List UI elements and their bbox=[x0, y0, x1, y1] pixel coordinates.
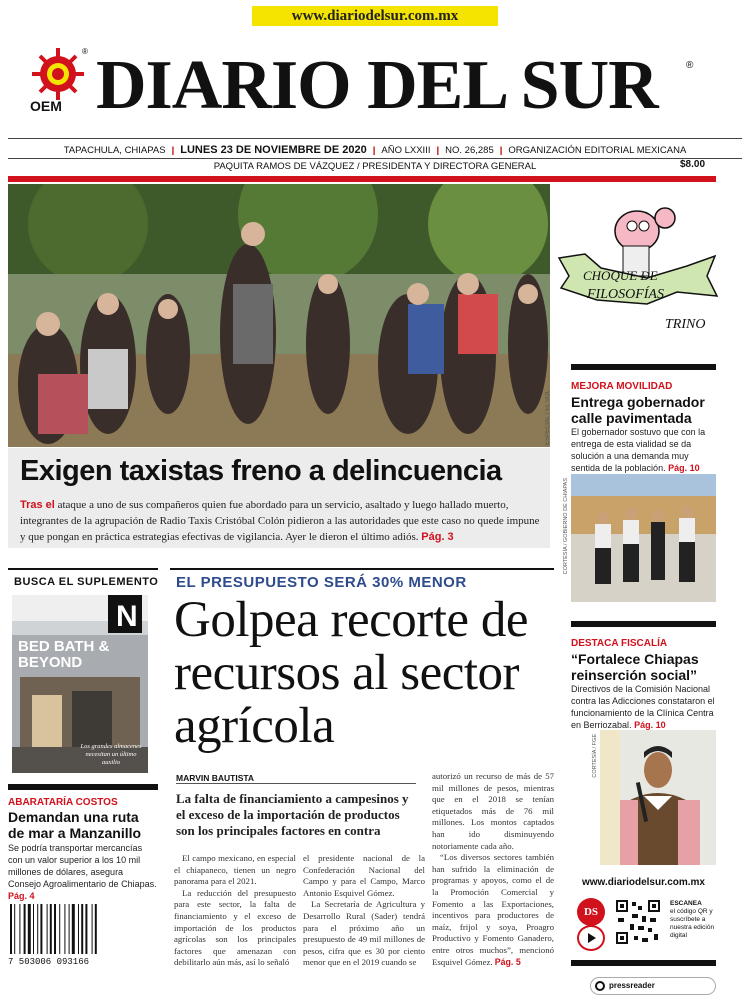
barcode-bar bbox=[40, 904, 42, 954]
page-reference[interactable]: Pág. 10 bbox=[634, 720, 666, 730]
website-url-banner[interactable]: www.diariodelsur.com.mx bbox=[252, 6, 498, 26]
supplement-label: BUSCA EL SUPLEMENTO bbox=[14, 576, 159, 588]
red-divider-bar bbox=[8, 176, 716, 182]
price: $8.00 bbox=[680, 159, 706, 170]
registered-mark: ® bbox=[686, 60, 694, 71]
lead-in: Tras el bbox=[20, 499, 55, 511]
barcode-bar bbox=[33, 904, 34, 954]
barcode bbox=[8, 904, 132, 966]
left-story-body: Se podría transportar mercancías con un valor superior a los 10 mil millones de dólares, asegura Consejo Agroalimentario de Chiapas. bbox=[8, 843, 157, 889]
barcode-bar bbox=[50, 904, 52, 954]
website-link[interactable]: www.diariodelsur.com.mx bbox=[582, 877, 705, 888]
barcode-bar bbox=[10, 904, 12, 954]
cartoon-title-line1: CHOQUE DE bbox=[583, 268, 658, 283]
photo-credit: CORTESÍA / FGE bbox=[592, 734, 598, 778]
side-story-body: El gobernador sostuvo que con la entrega de esta vialidad se da solución a una demanda muy sentida de la población. bbox=[571, 427, 706, 473]
paragraph-text: “Los diversos sectores también han sufrido la eliminación de programas y apoyos, como el de la Promoción Comercial y Fomento a las Exportaciones, incentivos para productores de maíz, frijol y soya, Proagro Productivo y Fomento Ganadero, entre otros muchos”, mencionó Esquivel Gómez. bbox=[432, 852, 554, 967]
divider-bar bbox=[571, 960, 716, 966]
organization: ORGANIZACIÓN EDITORIAL MEXICANA bbox=[508, 144, 687, 156]
barcode-bar bbox=[78, 904, 79, 954]
lead-body: ataque a uno de sus compañeros quien fue abordado para un servicio, asaltado y luego hallado muerto, integrantes de la agrupación de Radio Taxis Cristóbal Colón pidieron a las autoridades que este caso no quede impune y que pongan en práctica estrategias efectivas de vigilancia. Ayer le dieron el último adiós. bbox=[20, 499, 540, 543]
pressreader-badge[interactable] bbox=[590, 977, 716, 995]
page-reference[interactable]: Pág. 10 bbox=[668, 463, 700, 473]
paragraph: La reducción del presupuesto para este sector, la falta de financiamiento y el exceso de importación de los productos agrícolas son los principales factores que amenazan con debilitarlo aún más, así lo señaló bbox=[174, 887, 296, 968]
year-label: AÑO LXXIII bbox=[381, 144, 431, 156]
svg-text:®: ® bbox=[82, 47, 88, 56]
supplement-badge: N bbox=[116, 600, 138, 633]
store-sign-line1: BED BATH & bbox=[18, 638, 110, 655]
location: TAPACHULA, CHIAPAS bbox=[63, 144, 166, 156]
barcode-bar bbox=[69, 904, 70, 954]
byline: MARVIN BAUTISTA bbox=[176, 773, 255, 783]
paragraph: autorizó un recurso de más de 57 mil millones de pesos, mientras que en el 2018 se tenían etiquetados más de 76 mil millones. Los montos captados han ido disminuyendo notoriamente cada año. bbox=[432, 771, 554, 851]
side-story-title[interactable]: Entrega gobernador calle pavimentada bbox=[571, 394, 705, 426]
barcode-number: 7 503006 093166 bbox=[8, 957, 90, 966]
divider-bar bbox=[571, 621, 716, 627]
side-story-text bbox=[571, 683, 719, 731]
main-kicker: EL PRESUPUESTO SERÁ 30% MENOR bbox=[176, 574, 467, 591]
section-label: MEJORA MOVILIDAD bbox=[571, 381, 673, 392]
page-reference[interactable]: Pág. 4 bbox=[8, 891, 35, 901]
lead-summary bbox=[20, 497, 540, 545]
side-story-text bbox=[571, 426, 719, 474]
pressreader-label: pressreader bbox=[609, 981, 655, 990]
section-label: DESTACA FISCALÍA bbox=[571, 638, 668, 649]
separator: | bbox=[171, 144, 175, 156]
main-deck: La falta de financiamiento a campesinos y el exceso de la importación de productos son los principales factores en contra bbox=[176, 791, 409, 838]
issue-date: LUNES 23 DE NOVIEMBRE DE 2020 bbox=[180, 144, 367, 156]
paragraph: La Secretaría de Agricultura y Desarrollo Rural (Sader) tendrá para el próximo año un presupuesto de 49 mil millones de pesos, cifra que es 30 por ciento menor que en el 2019 cuando se bbox=[303, 899, 425, 968]
editorial-cartoon[interactable] bbox=[557, 196, 719, 356]
barcode-bar bbox=[95, 904, 97, 954]
divider bbox=[176, 783, 416, 784]
barcode-bar bbox=[14, 904, 15, 954]
lead-headline[interactable]: Exigen taxistas freno a delincuencia bbox=[20, 455, 502, 487]
paragraph: El campo mexicano, en especial el chiapaneco, tienen un negro panorama para el 2021. bbox=[174, 853, 296, 887]
barcode-bar bbox=[81, 904, 83, 954]
cartoon-title-line2: FILOSOFÍAS bbox=[587, 287, 664, 302]
divider bbox=[8, 158, 742, 159]
barcode-bar bbox=[28, 904, 31, 954]
barcode-bar bbox=[72, 904, 75, 954]
barcode-bar bbox=[59, 904, 60, 954]
main-headline[interactable]: Golpea recorte de recursos al sector agrícola bbox=[174, 592, 528, 754]
article-column-1 bbox=[174, 853, 296, 969]
left-story-text bbox=[8, 842, 158, 902]
section-label: ABARATARÍA COSTOS bbox=[8, 797, 118, 808]
barcode-bar bbox=[54, 904, 56, 954]
divider-bar bbox=[571, 364, 716, 370]
edition-info bbox=[8, 143, 742, 157]
qr-code[interactable] bbox=[614, 898, 662, 946]
barcode-bar bbox=[24, 904, 26, 954]
supplement-cover[interactable] bbox=[12, 595, 148, 773]
supplement-caption: Los grandes almacenes necesitan un último auxilio bbox=[80, 743, 142, 766]
side-story-body: Directivos de la Comisión Nacional contra las Adicciones constataron el funcionamiento de la Clínica Centra en Berriozabal. bbox=[571, 684, 715, 730]
paragraph bbox=[432, 852, 554, 968]
issue-number: NO. 26,285 bbox=[445, 144, 494, 156]
barcode-bar bbox=[47, 904, 48, 954]
photo-credit: ESPECIAL / EL SOL bbox=[545, 390, 551, 445]
side-story-photo[interactable] bbox=[600, 730, 716, 865]
barcode-bar bbox=[37, 904, 38, 954]
page-reference[interactable]: Pág. 3 bbox=[421, 531, 454, 543]
barcode-bar bbox=[92, 904, 93, 954]
paragraph: el presidente nacional de la Confederación Nacional del Campo y para el Campo, Marco Antonio Esquivel Gómez. bbox=[303, 853, 425, 898]
article-column-2 bbox=[303, 853, 425, 969]
page-reference[interactable]: Pág. 5 bbox=[494, 956, 521, 967]
barcode-bar bbox=[19, 904, 20, 954]
director-line: PAQUITA RAMOS DE VÁZQUEZ / PRESIDENTA Y DIRECTORA GENERAL bbox=[213, 161, 537, 172]
separator: | bbox=[499, 144, 503, 156]
left-story-title[interactable]: Demandan una ruta de mar a Manzanillo bbox=[8, 809, 142, 841]
lead-photo[interactable] bbox=[8, 184, 550, 447]
logo-text: OEM bbox=[30, 98, 62, 114]
article-column-3 bbox=[432, 771, 554, 968]
pressreader-icon bbox=[595, 981, 605, 991]
oem-logo bbox=[28, 44, 92, 116]
escanea-title: ESCANEA bbox=[670, 900, 702, 907]
divider-bar bbox=[8, 784, 158, 790]
divider bbox=[8, 568, 158, 570]
store-sign-line2: BEYOND bbox=[18, 654, 83, 671]
photo-credit: CORTESÍA / GOBIERNO DE CHIAPAS bbox=[563, 478, 569, 575]
divider bbox=[8, 138, 742, 139]
play-icon[interactable] bbox=[577, 925, 605, 951]
ds-badge: DS bbox=[577, 898, 605, 926]
divider bbox=[170, 568, 554, 570]
side-story-photo[interactable] bbox=[571, 474, 716, 602]
newspaper-title: DIARIO DEL SUR bbox=[96, 47, 658, 124]
barcode-bar bbox=[85, 904, 87, 954]
barcode-bar bbox=[64, 904, 65, 954]
cartoon-signature: TRINO bbox=[665, 317, 706, 332]
side-story-title[interactable]: “Fortalece Chiapas reinserción social” bbox=[571, 651, 699, 683]
escanea-text: el código QR y suscríbete a nuestra edición digital bbox=[670, 908, 715, 939]
separator: | bbox=[436, 144, 440, 156]
qr-instructions bbox=[670, 900, 722, 940]
separator: | bbox=[372, 144, 376, 156]
